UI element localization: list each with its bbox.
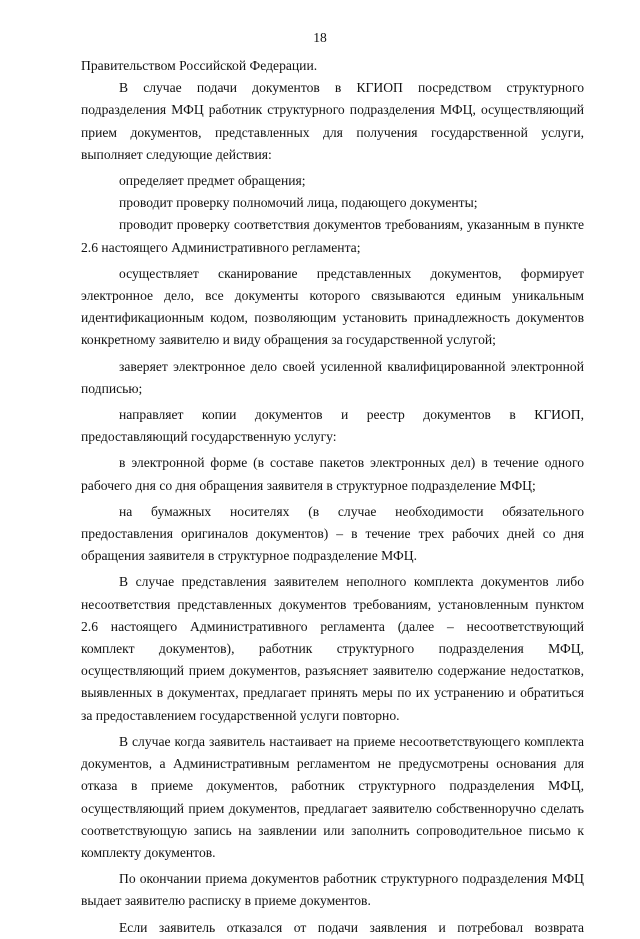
page-number: 18 [313, 30, 327, 45]
paragraph: В случае представления заявителем неполного комплекта документов либо несоответствия представленных документов требованиям, установленным пунктом 2.6 настоящего Административного регламента (далее – несоответствующий комплект документов), работник структурного подразделения МФЦ, осуществляющий прием документов, разъясняет заявителю содержание недостатков, выявленных в документах, предлагает принять меры по их устранению и обратиться за предоставлением государственной услуги повторно. [81, 574, 584, 723]
paragraph: проводит проверку полномочий лица, подающего документы; [119, 195, 478, 211]
paragraph: Если заявитель отказался от подачи заявления и потребовал возврата [119, 919, 584, 935]
paragraph: направляет копии документов и реестр документов в КГИОП, предоставляющий государственную услугу: [81, 407, 584, 445]
paragraph: осуществляет сканирование представленных документов, формирует электронное дело, все документы которого связываются единым уникальным идентификационным кодом, позволяющим установить принадлежность документов конкретному заявителю и виду обращения за государственной услугой; [81, 265, 584, 348]
paragraph: По окончании приема документов работник структурного подразделения МФЦ выдает заявителю расписку в приеме документов. [81, 871, 584, 909]
paragraph: Правительством Российской Федерации. [81, 58, 318, 73]
paragraph: в электронной форме (в составе пакетов электронных дел) в течение одного рабочего дня со дня обращения заявителя в структурное подразделение МФЦ; [81, 455, 584, 493]
paragraph: В случае когда заявитель настаивает на приеме несоответствующего комплекта документов, а Административным регламентом не предусмотрены основания для отказа в приеме документов, работник структурного подразделения МФЦ, осуществляющий прием документов, предлагает заявителю собственноручно сделать соответствующую запись на заявлении или заполнить сопроводительное письмо к комплекту документов. [81, 733, 584, 860]
paragraph: определяет предмет обращения; [119, 173, 306, 189]
paragraph: на бумажных носителях (в случае необходимости обязательного предоставления оригиналов документов) – в течение трех рабочих дней со дня обращения заявителя в структурное подразделение МФЦ. [81, 503, 584, 564]
paragraph: проводит проверку соответствия документов требованиям, указанным в пункте 2.6 настоящего Административного регламента; [81, 217, 584, 255]
document-body [81, 55, 584, 939]
paragraph: В случае подачи документов в КГИОП посредством структурного подразделения МФЦ работник структурного подразделения МФЦ, осуществляющий прием документов, представленных для получения государственной услуги, выполняет следующие действия: [81, 80, 584, 162]
paragraph: заверяет электронное дело своей усиленной квалифицированной электронной подписью; [81, 358, 584, 396]
